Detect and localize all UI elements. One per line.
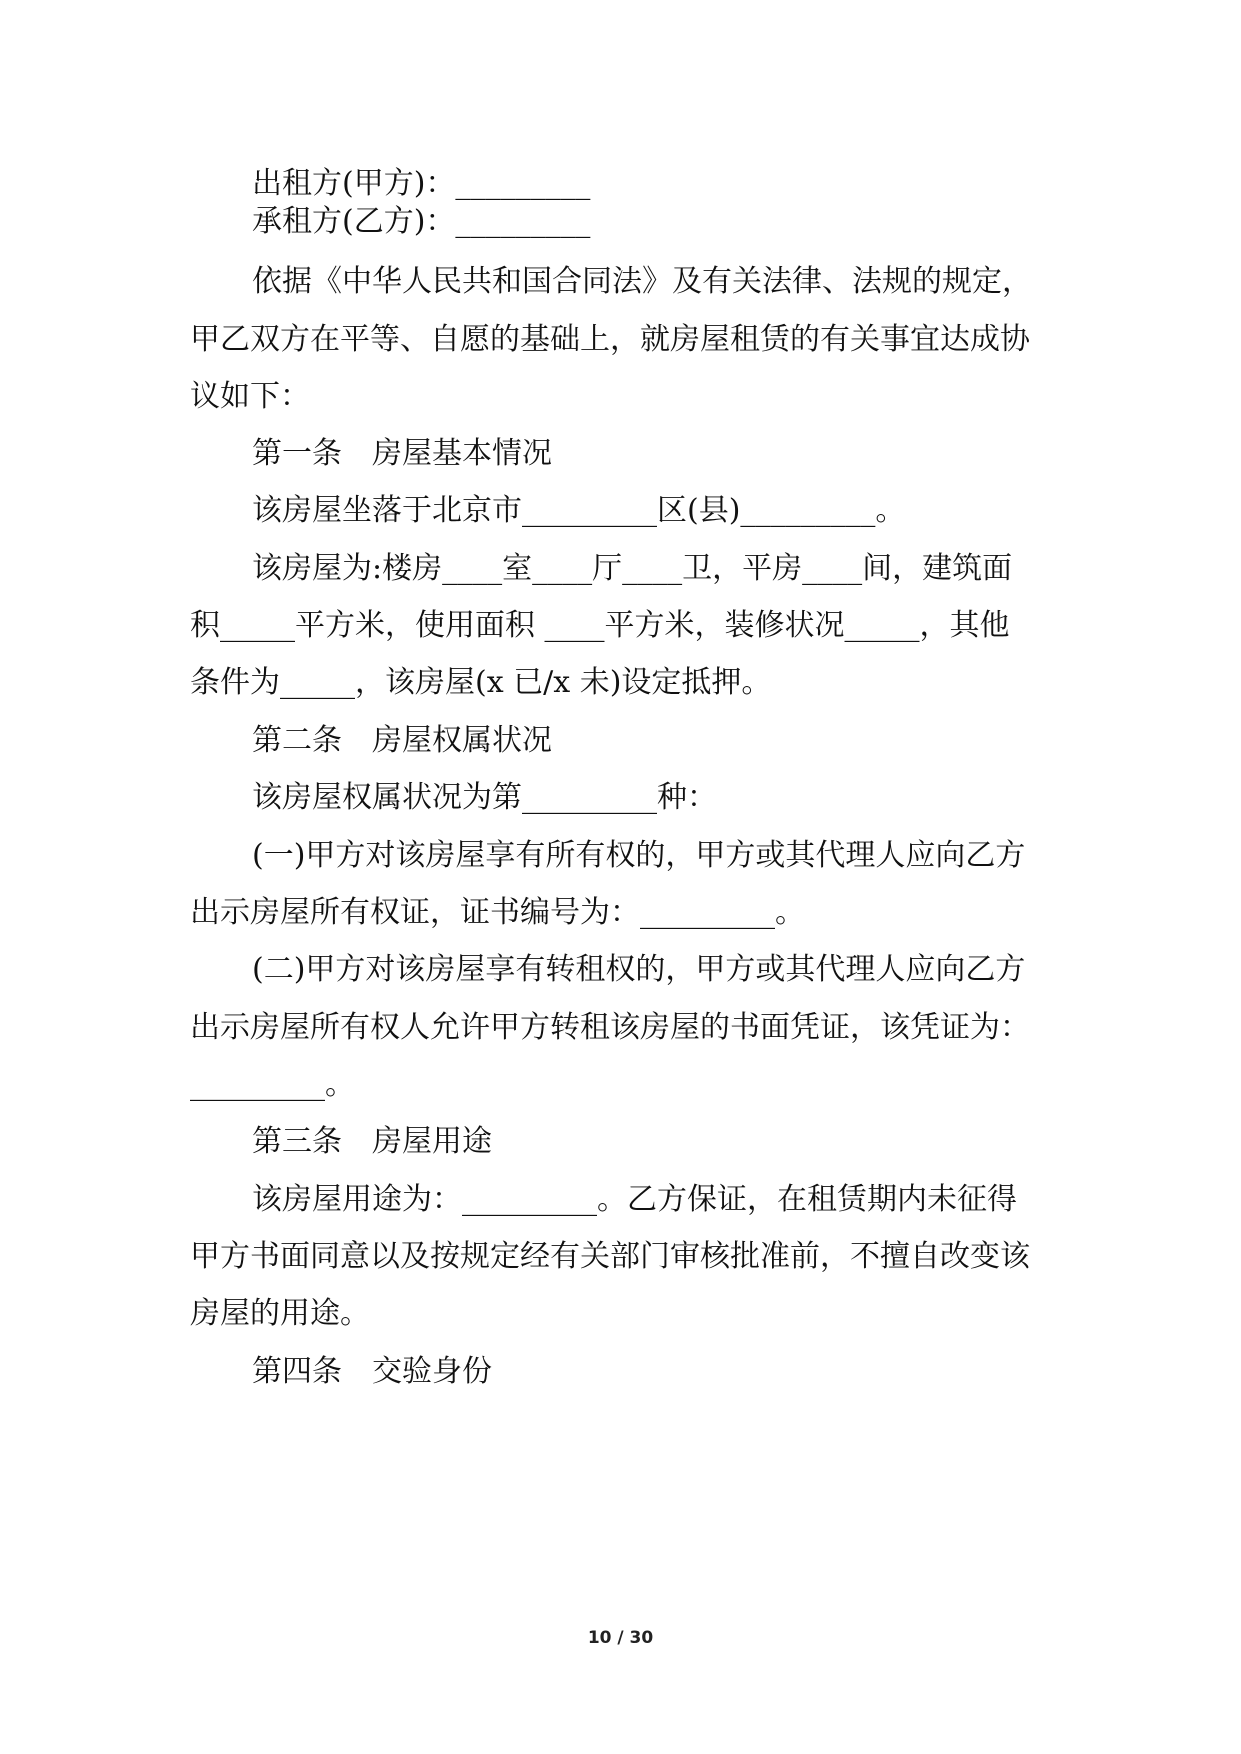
article-1-details-line-3: 条件为_____，该房屋(x 已/x 未)设定抵押。 [190,665,772,700]
preamble-line-1: 依据《中华人民共和国合同法》及有关法律、法规的规定， [252,264,1032,299]
lessor-line: 出租方(甲方)：_________ [252,166,591,201]
article-2-heading: 第二条 房屋权属状况 [252,723,552,758]
article-2-item-2-line-3: _________。 [190,1067,355,1102]
article-1-details-line-2: 积_____平方米，使用面积 ____平方米，装修状况_____，其他 [190,608,1010,643]
article-2-item-2-line-2: 出示房屋所有权人允许甲方转租该房屋的书面凭证，该凭证为： [190,1010,1030,1045]
article-3-heading: 第三条 房屋用途 [252,1124,492,1159]
article-4-heading: 第四条 交验身份 [252,1354,492,1389]
preamble-line-2: 甲乙双方在平等、自愿的基础上，就房屋租赁的有关事宜达成协 [190,322,1030,357]
page-number: 10 / 30 [587,1628,654,1648]
article-2-status: 该房屋权属状况为第_________种： [252,780,717,815]
lessee-line: 承租方(乙方)：_________ [252,204,591,239]
article-3-line-2: 甲方书面同意以及按规定经有关部门审核批准前，不擅自改变该 [190,1239,1030,1274]
article-3-line-1: 该房屋用途为：_________。乙方保证，在租赁期内未征得 [252,1182,1017,1217]
preamble-line-3: 议如下： [190,379,310,414]
article-1-heading: 第一条 房屋基本情况 [252,436,552,471]
article-2-item-1-line-1: (一)甲方对该房屋享有所有权的，甲方或其代理人应向乙方 [252,838,1026,873]
article-1-location: 该房屋坐落于北京市_________区(县)_________。 [252,493,906,528]
article-1-details-line-1: 该房屋为:楼房____室____厅____卫，平房____间，建筑面 [252,551,1013,586]
article-2-item-2-line-1: (二)甲方对该房屋享有转租权的，甲方或其代理人应向乙方 [252,952,1026,987]
article-3-line-3: 房屋的用途。 [190,1296,370,1331]
article-2-item-1-line-2: 出示房屋所有权证，证书编号为：_________。 [190,895,805,930]
